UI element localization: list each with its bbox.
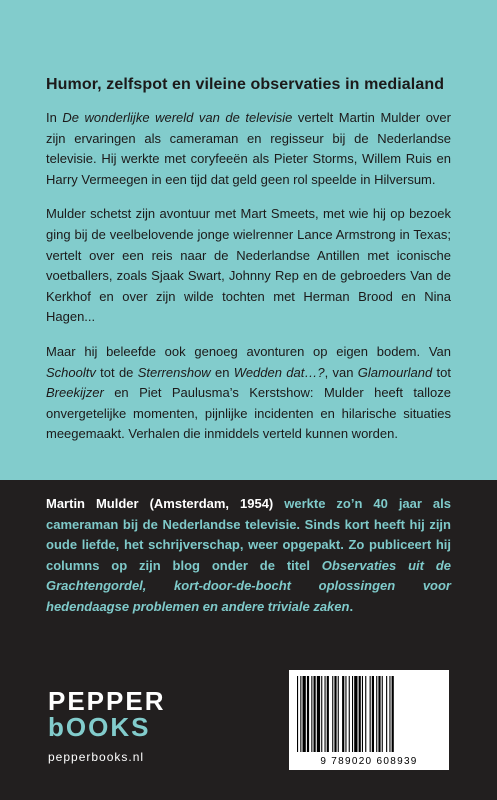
barcode-bar	[300, 676, 301, 752]
show-title: Sterrenshow	[137, 364, 211, 380]
blurb-paragraph-3	[46, 342, 451, 445]
barcode-bar	[321, 676, 322, 752]
barcode-bar	[386, 676, 387, 752]
show-title: Schooltv	[46, 364, 96, 380]
text-span: en	[210, 364, 234, 380]
publisher-logo	[48, 688, 178, 764]
show-title: Wedden dat…?	[233, 364, 325, 380]
text-span: vertelt Martin Mulder over zijn ervaringen als cameraman en regisseur bij de Nederlandse televisie. Hij werkte met coryfeeën als Pieter Storms, Willem Ruis en Harry Vermeegen in een tijd dat geld geen rol speelde in Hilversum.	[46, 110, 451, 187]
blurb-paragraph-1	[46, 108, 451, 190]
text-span: .	[349, 598, 354, 614]
text-span: werkte zo’n 40 jaar als cameraman bij de Nederlandse televisie. Sinds kort heeft hij zijn oude liefde, het schrijverschap, weer opgepakt. Zo publiceert hij columns op zijn blog onder de titel	[46, 496, 451, 573]
barcode-bars	[289, 670, 449, 756]
barcode-bar	[297, 676, 298, 752]
barcode-bar	[376, 676, 377, 752]
barcode-bar	[354, 676, 357, 752]
barcode-bar	[345, 676, 346, 752]
logo-pepper: PEPPER	[48, 686, 166, 716]
text-span: In	[46, 110, 63, 125]
show-title: Breekijzer	[46, 385, 104, 401]
barcode-bar	[325, 676, 326, 752]
publisher-url: pepperbooks.nl	[48, 750, 145, 764]
headline: Humor, zelfspot en vileine observaties in medialand	[46, 76, 445, 93]
barcode-bar	[365, 676, 366, 752]
text-span: Maar hij beleefde ook genoeg avonturen op eigen bodem. Van	[46, 343, 451, 359]
barcode-bar	[338, 676, 339, 752]
barcode-bar	[349, 676, 350, 752]
barcode	[289, 670, 449, 770]
barcode-bar	[317, 676, 320, 752]
barcode-bar	[389, 676, 390, 752]
barcode-bar	[327, 676, 329, 752]
barcode-bar	[370, 676, 371, 752]
author-bio	[46, 494, 451, 618]
text-span: tot de	[95, 364, 138, 380]
barcode-bar	[314, 676, 316, 752]
barcode-bar	[311, 676, 312, 752]
barcode-bar	[332, 676, 333, 752]
book-title: De wonderlijke wereld van de televisie	[62, 110, 293, 125]
text-span: , van	[324, 364, 358, 380]
logo-books: bOOKS	[48, 712, 151, 742]
author-name: Martin Mulder (Amsterdam, 1954)	[46, 496, 274, 511]
barcode-bar	[359, 676, 361, 752]
barcode-bar	[352, 676, 353, 752]
blurb-paragraph-2: Mulder schetst zijn avontuur met Mart Smeets, met wie hij op bezoek ging bij de veelbelovende jonge wielrenner Lance Armstrong in Texas; vertelt over een reis naar de Nederlandse Antillen met iconische voetballers, zoals Sjaak Swart, Johnny Rep en de gebroeders Van de Kerkhof en over zijn wilde tochten met Herman Brood en Nina Hagen...	[46, 206, 451, 325]
barcode-bar	[303, 676, 306, 752]
text-span: en Piet Paulusma’s Kerstshow: Mulder heeft talloze onvergetelijke momenten, pijnlijke incidenten en hilarische situaties meegemaakt. Verhalen die inmiddels verteld kunnen worden.	[46, 385, 451, 442]
show-title: Glamourland	[357, 364, 433, 380]
barcode-bar	[382, 676, 383, 752]
barcode-number: 9 789020 608939	[320, 756, 418, 767]
text-span: tot	[432, 364, 451, 380]
barcode-bar	[372, 676, 374, 752]
barcode-bar	[392, 676, 394, 752]
barcode-bar	[334, 676, 336, 752]
barcode-bar	[362, 676, 363, 752]
blog-title: Observaties uit de Grachtengordel, kort-door-de-bocht oplossingen voor hedendaagse problemen en andere triviale zaken	[46, 557, 451, 614]
barcode-bar	[307, 676, 309, 752]
barcode-bar	[378, 676, 380, 752]
barcode-bar	[342, 676, 344, 752]
